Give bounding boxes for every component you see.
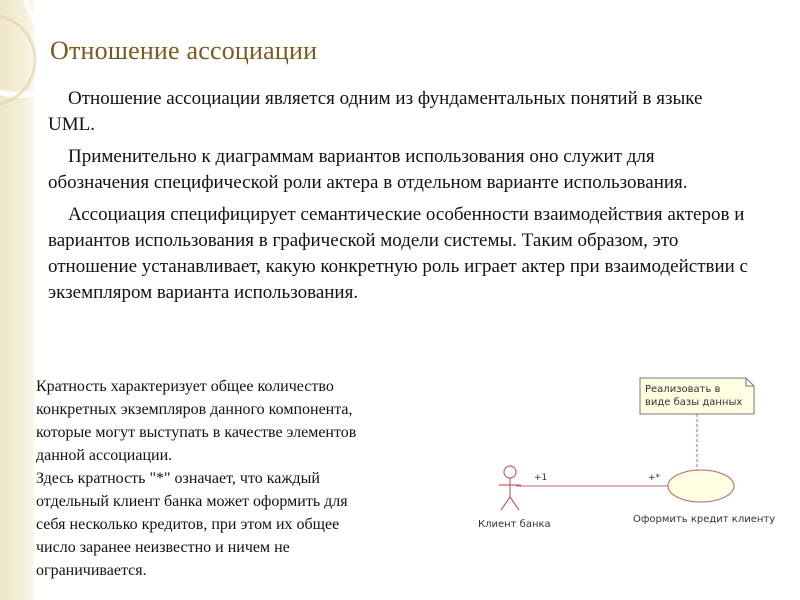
multiplicity-actor: +1 — [534, 473, 548, 483]
uml-note-line: Реализовать в — [645, 384, 721, 395]
actor-icon — [499, 466, 521, 510]
note-line: данной ассоциации. — [36, 447, 173, 464]
note-line: себя несколько кредитов, при этом их общее — [36, 516, 340, 533]
use-case-label: Оформить кредит клиенту — [633, 514, 776, 525]
note-line: конкретных экземпляров данного компонента, — [36, 401, 353, 418]
multiplicity-use-case: +* — [648, 473, 661, 483]
note-line: Здесь кратность "*" означает, что каждый — [36, 470, 320, 487]
note-line: ограничивается. — [36, 562, 147, 579]
note-line: число заранее неизвестно и ничем не — [36, 539, 290, 556]
paragraph-intro: Отношение ассоциации является одним из фундаментальных понятий в языке UML. — [48, 88, 703, 135]
uml-note — [640, 378, 754, 414]
body-text — [48, 86, 748, 312]
use-case-ellipse — [668, 470, 734, 502]
slide-title: Отношение ассоциации — [50, 36, 318, 65]
paragraph-purpose: Применительно к диаграммам вариантов использования оно служит для обозначения специфической роли актера в отдельном варианте использования. — [48, 146, 688, 193]
note-line: которые могут выступать в качестве элементов — [36, 424, 357, 441]
multiplicity-note — [36, 375, 456, 582]
actor-label: Клиент банка — [478, 519, 551, 530]
note-line: Кратность характеризует общее количество — [36, 378, 334, 395]
use-case-diagram — [460, 370, 790, 550]
note-line: отдельный клиент банка может оформить для — [36, 493, 348, 510]
paragraph-semantics: Ассоциация специфицирует семантические особенности взаимодействия актеров и вариантов использования в графической модели системы. Таким образом, это отношение устанавливает, какую конкретную роль играет актер при взаимодействии с экземпляром варианта использования. — [48, 204, 748, 303]
uml-note-line: виде базы данных — [645, 397, 743, 408]
